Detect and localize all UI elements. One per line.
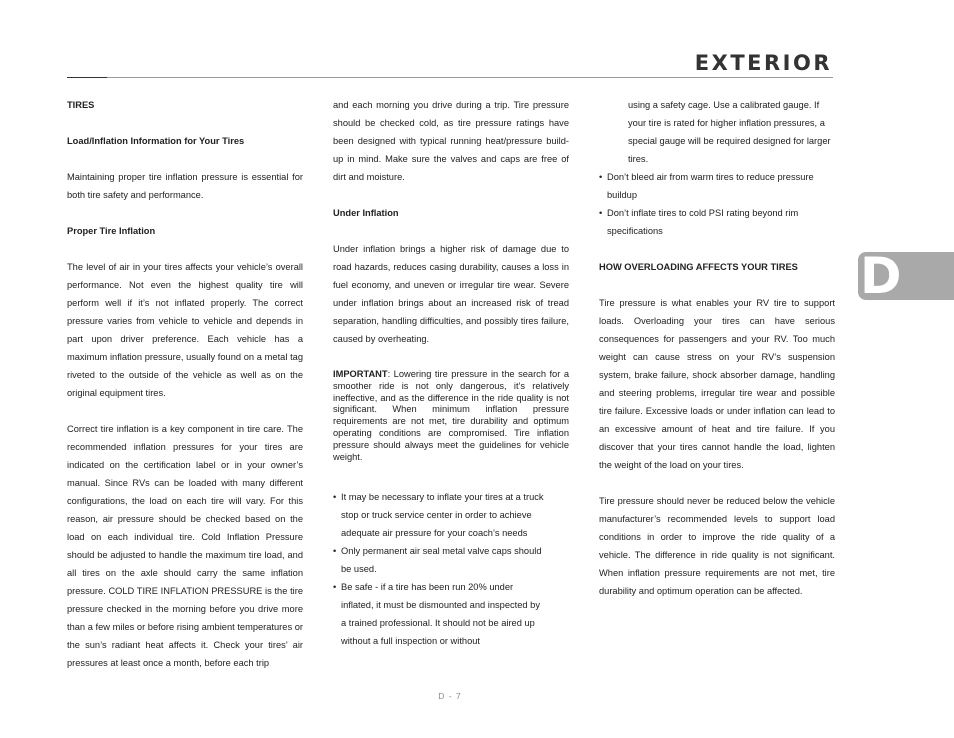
heading-tires: TIRES: [67, 100, 95, 110]
page-number: D - 7: [438, 691, 462, 701]
important-note: [333, 366, 569, 466]
paragraph-under-inflation: Under inflation brings a higher risk of damage due to road hazards, reduces casing durability, causes a loss in fuel economy, and uneven or irregular tire wear. Severe under inflation brings about an increased risk of tread separation, handling difficulties, and possibly tires failure, caused by overheating.: [333, 244, 569, 344]
paragraph-level-of-air: The level of air in your tires affects your vehicle’s overall performance. Not even the highest quality tire will perform well if it’s not inflated properly. The correct pressure varies from vehicle to vehicle and depends in part upon driver preference. Each vehicle has a maximum inflation pressure, usually found on a metal tag riveted to the outside of the vehicle as well as on the original equipment tires.: [67, 262, 303, 398]
list-item: • It may be necessary to inflate your tires at a truck stop or truck service center in order to achieve adequate air pressure for your coach’s needs: [333, 488, 547, 542]
important-label: IMPORTANT: [333, 369, 388, 379]
heading-overloading: HOW OVERLOADING AFFECTS YOUR TIRES: [599, 262, 798, 272]
list-item: • Only permanent air seal metal valve caps should be used.: [333, 542, 547, 578]
heading-proper-inflation: Proper Tire Inflation: [67, 226, 156, 236]
important-text: : Lowering tire pressure in the search for a smoother ride is not only dangerous, it’s relatively ineffective, and as the difference in the ride quality is not significant. When minimum inflation pressure requirements are not met, tire durability and optimum operating conditions are compromised. Tire inflation pressure should always meet the guidelines for vehicle weight.: [333, 369, 569, 462]
paragraph-safety-cage: using a safety cage. Use a calibrated gauge. If your tire is rated for higher inflation pressures, a special gauge will be required designed for larger tires.: [628, 100, 831, 164]
paragraph-checked-cold: and each morning you drive during a trip. Tire pressure should be checked cold, as tire pressure ratings have been designed with typical running heat/pressure build-up in mind. Make sure the valves and caps are free of dirt and moisture.: [333, 100, 569, 182]
paragraph-never-reduced: Tire pressure should never be reduced below the vehicle manufacturer’s recommended levels to support load conditions in order to improve the ride quality of a vehicle. The difference in ride quality is not significant. When inflation pressure requirements are not met, tire durability and optimum operation can be affected.: [599, 496, 835, 596]
bullet-list-warm-tires: [599, 168, 814, 240]
paragraph-tire-pressure-support: Tire pressure is what enables your RV tire to support loads. Overloading your tires can have serious consequences for passengers and your RV. Too much weight can cause stress on your RV’s suspension system, brake failure, shock absorber damage, handling and steering problems, irregular tire wear and possible tire failure. Excessive loads or under inflation can lead to an excessive amount of heat and tire failure. If you discover that your tires cannot handle the load, lighten the weight of the load on your tires.: [599, 298, 835, 470]
column-1: [67, 96, 303, 672]
list-item: • Don’t inflate tires to cold PSI rating beyond rim specifications: [599, 204, 814, 240]
section-tab-letter: D: [860, 247, 902, 305]
header-rule: [67, 77, 833, 78]
column-3: [599, 96, 835, 600]
paragraph-correct-inflation: Correct tire inflation is a key component in tire care. The recommended inflation pressures for your tires are indicated on the certification label or in your owner’s manual. Since RVs can be loaded with many different configurations, the load on each tire will vary. For this reason, air pressure should be checked based on the load on each individual tire. Cold Inflation Pressure should be adjusted to handle the maximum tire load, and all tires on the axle should carry the same inflation pressure. COLD TIRE INFLATION PRESSURE is the tire pressure checked in the morning before you drive more than a few miles or before rising ambient temperatures or the sun’s radiant heat affects it. Check your tires’ air pressures at least once a month, before each trip: [67, 424, 303, 668]
paragraph-intro: Maintaining proper tire inflation pressure is essential for both tire safety and performance.: [67, 172, 303, 200]
heading-load-inflation: Load/Inflation Information for Your Tires: [67, 136, 245, 146]
list-item: • Be safe - if a tire has been run 20% under inflated, it must be dismounted and inspected by a trained professional. It should not be aired up without a full inspection or without: [333, 578, 547, 650]
list-item: • Don’t bleed air from warm tires to reduce pressure buildup: [599, 168, 814, 204]
page-header-title: EXTERIOR: [694, 51, 832, 75]
column-2: [333, 96, 569, 650]
bullet-list-pressure: [333, 488, 547, 650]
heading-under-inflation: Under Inflation: [333, 208, 399, 218]
